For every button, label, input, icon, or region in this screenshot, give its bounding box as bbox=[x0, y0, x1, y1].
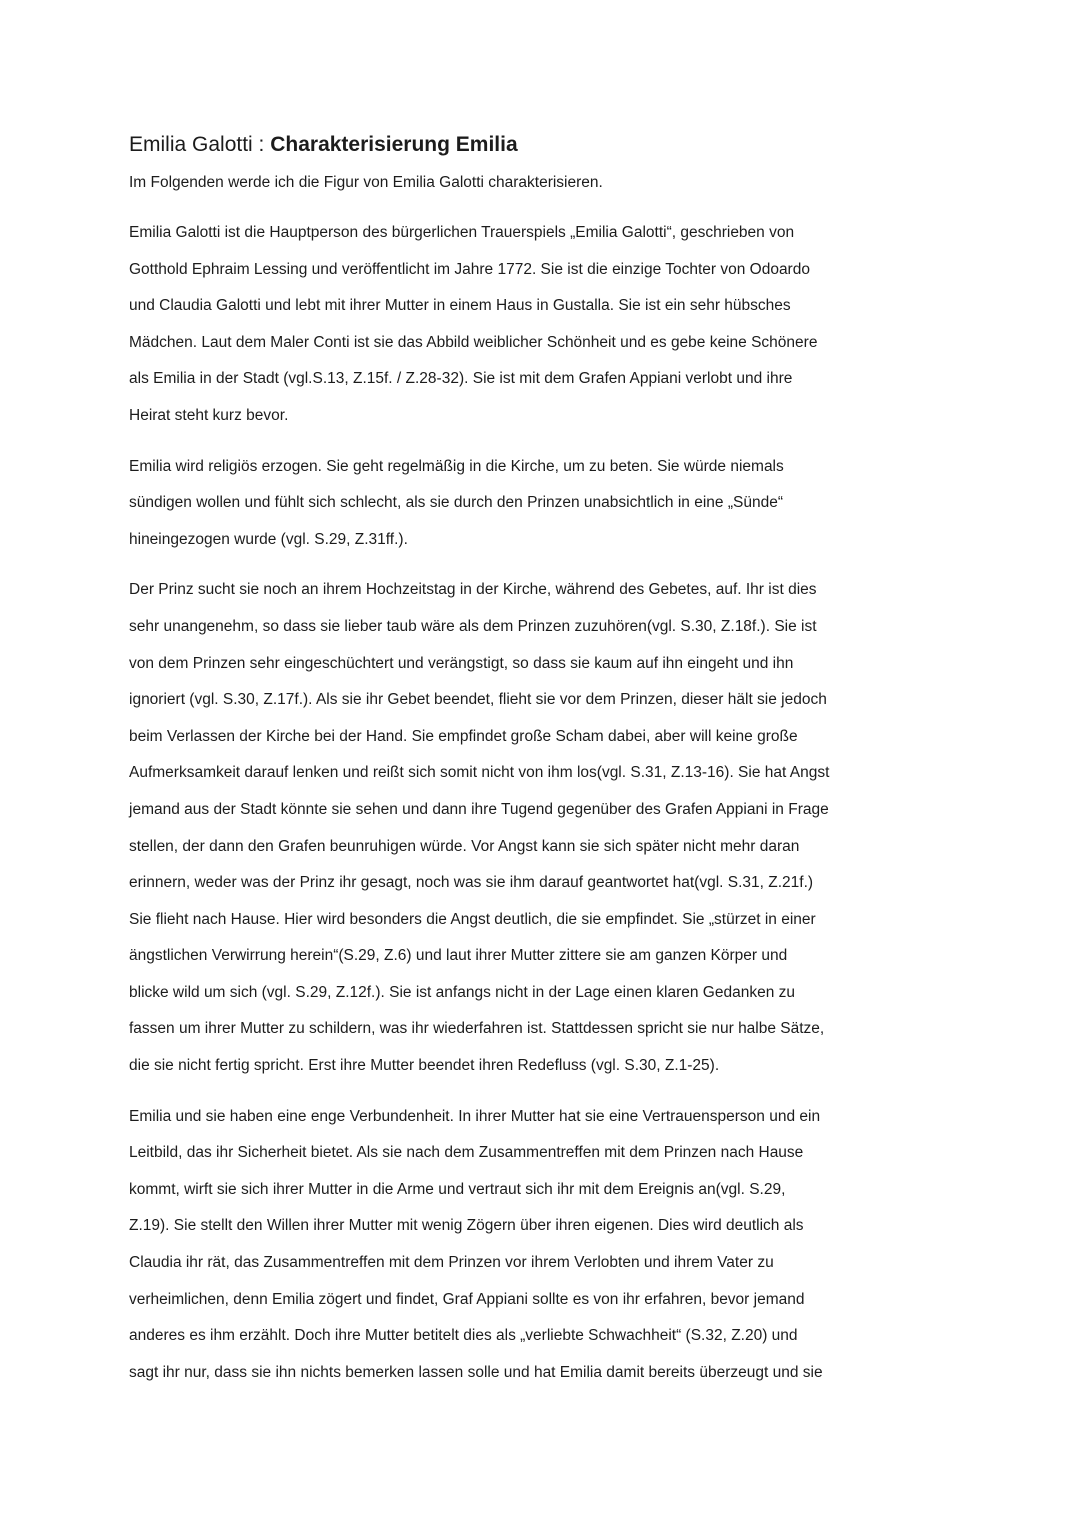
text-line: ignoriert (vgl. S.30, Z.17f.). Als sie ihr Gebet beendet, flieht sie vor dem Prinzen, dieser hält sie jedoch bbox=[129, 691, 827, 709]
paragraph-introduction bbox=[129, 215, 951, 435]
text-line: beim Verlassen der Kirche bei der Hand. Sie empfindet große Scham dabei, aber will keine große bbox=[129, 727, 798, 745]
text-line: die sie nicht fertig spricht. Erst ihre Mutter beendet ihren Redefluss (vgl. S.30, Z.1-25). bbox=[129, 1057, 720, 1075]
text-line: erinnern, weder was der Prinz ihr gesagt, noch was sie ihm darauf geantwortet hat(vgl. S.31, Z.21f.) bbox=[129, 874, 814, 892]
text-line: kommt, wirft sie sich ihrer Mutter in die Arme und vertraut sich ihr mit dem Ereignis an(vgl. S.29, bbox=[129, 1180, 786, 1198]
text-line: Heirat steht kurz bevor. bbox=[129, 406, 289, 424]
title-bold: Charakterisierung Emilia bbox=[270, 133, 518, 156]
text-line: jemand aus der Stadt könnte sie sehen und dann ihre Tugend gegenüber des Grafen Appiani in Frage bbox=[129, 800, 829, 818]
text-line: blicke wild um sich (vgl. S.29, Z.12f.). Sie ist anfangs nicht in der Lage einen klaren Gedanken zu bbox=[129, 983, 795, 1001]
document-body bbox=[129, 128, 951, 1391]
page-title bbox=[129, 128, 951, 162]
paragraph-prince bbox=[129, 572, 951, 1084]
paragraph-mother bbox=[129, 1099, 951, 1392]
text-line: verheimlichen, denn Emilia zögert und findet, Graf Appiani sollte es von ihr erfahren, bevor jemand bbox=[129, 1290, 805, 1308]
text-line: Sie flieht nach Hause. Hier wird besonders die Angst deutlich, die sie empfindet. Sie „stürzet in einer bbox=[129, 910, 816, 928]
text-line: sehr unangenehm, so dass sie lieber taub wäre als dem Prinzen zuzuhören(vgl. S.30, Z.18f.). Sie ist bbox=[129, 617, 817, 635]
text-line: Aufmerksamkeit darauf lenken und reißt sich somit nicht von ihm los(vgl. S.31, Z.13-16). Sie hat Angst bbox=[129, 764, 830, 782]
text-line: hineingezogen wurde (vgl. S.29, Z.31ff.). bbox=[129, 530, 408, 548]
text-line: als Emilia in der Stadt (vgl.S.13, Z.15f. / Z.28-32). Sie ist mit dem Grafen Appiani verlobt und ihre bbox=[129, 370, 793, 388]
text-line: Leitbild, das ihr Sicherheit bietet. Als sie nach dem Zusammentreffen mit dem Prinzen nach Hause bbox=[129, 1144, 804, 1162]
paragraph-religion bbox=[129, 449, 951, 559]
text-line: Emilia wird religiös erzogen. Sie geht regelmäßig in die Kirche, um zu beten. Sie würde niemals bbox=[129, 457, 784, 475]
text-line: stellen, der dann den Grafen beunruhigen würde. Vor Angst kann sie sich später nicht mehr daran bbox=[129, 837, 800, 855]
text-line: Claudia ihr rät, das Zusammentreffen mit dem Prinzen vor ihrem Verlobten und ihrem Vater zu bbox=[129, 1254, 774, 1272]
text-line: sagt ihr nur, dass sie ihn nichts bemerken lassen solle und hat Emilia damit bereits überzeugt und sie bbox=[129, 1363, 823, 1381]
text-line: Emilia und sie haben eine enge Verbundenheit. In ihrer Mutter hat sie eine Vertrauensperson und ein bbox=[129, 1107, 821, 1125]
text-line: fassen um ihrer Mutter zu schildern, was ihr wiederfahren ist. Stattdessen spricht sie nur halbe Sätze, bbox=[129, 1020, 825, 1038]
text-line: Emilia Galotti ist die Hauptperson des bürgerlichen Trauerspiels „Emilia Galotti“, geschrieben von bbox=[129, 224, 795, 241]
text-line: Gotthold Ephraim Lessing und veröffentlicht im Jahre 1772. Sie ist die einzige Tochter von Odoardo bbox=[129, 260, 810, 278]
text-line: Mädchen. Laut dem Maler Conti ist sie das Abbild weiblicher Schönheit und es gebe keine Schönere bbox=[129, 333, 818, 351]
text-line: Z.19). Sie stellt den Willen ihrer Mutter mit wenig Zögern über ihren eigenen. Dies wird deutlich als bbox=[129, 1217, 804, 1235]
text-line: Der Prinz sucht sie noch an ihrem Hochzeitstag in der Kirche, während des Gebetes, auf. Ihr ist dies bbox=[129, 581, 817, 599]
text-line: von dem Prinzen sehr eingeschüchtert und verängstigt, so dass sie kaum auf ihn eingeht und ihn bbox=[129, 654, 794, 672]
title-prefix: Emilia Galotti : bbox=[129, 133, 271, 156]
intro-paragraph: Im Folgenden werde ich die Figur von Emilia Galotti charakterisieren. bbox=[129, 174, 603, 191]
text-line: und Claudia Galotti und lebt mit ihrer Mutter in einem Haus in Gustalla. Sie ist ein sehr hübsches bbox=[129, 297, 791, 315]
text-line: ängstlichen Verwirrung herein“(S.29, Z.6) und laut ihrer Mutter zittere sie am ganzen Körper und bbox=[129, 947, 788, 965]
text-line: anderes es ihm erzählt. Doch ihre Mutter betitelt dies als „verliebte Schwachheit“ (S.32, Z.20) und bbox=[129, 1327, 798, 1345]
text-line: sündigen wollen und fühlt sich schlecht, als sie durch den Prinzen unabsichtlich in eine „Sünde“ bbox=[129, 494, 783, 512]
